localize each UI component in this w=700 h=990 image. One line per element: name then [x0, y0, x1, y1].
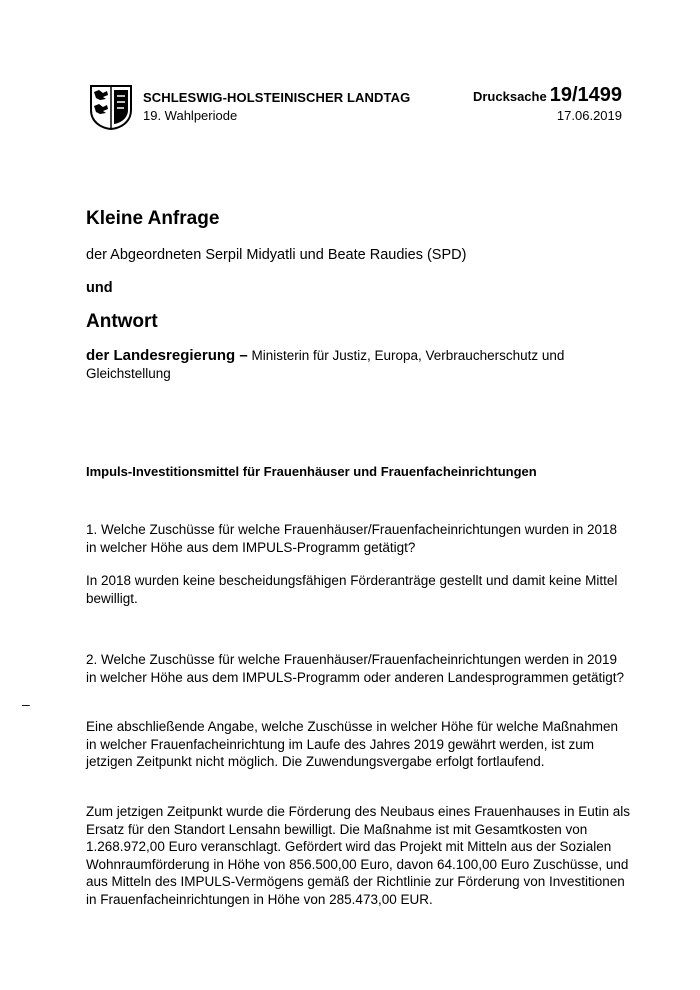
subject-line: Impuls-Investitionsmittel für Frauenhäuser und Frauenfacheinrichtungen	[86, 464, 537, 479]
authors-line: der Abgeordneten Serpil Midyatli und Beate Raudies (SPD)	[86, 247, 467, 263]
government-label: der Landesregierung –	[86, 347, 248, 364]
answer-2-paragraph-1: Eine abschließende Angabe, welche Zuschüsse in welcher Höhe für welche Maßnahmen in welcher Frauenfacheinrichtung im Laufe des Jahres 2019 gewährt werden, ist zum jetzigen Zeitpunkt nicht möglich. Die Zuwendungsvergabe erfolgt fortlaufend.	[86, 719, 619, 769]
question-2: 2. Welche Zuschüsse für welche Frauenhäuser/Frauenfacheinrichtungen werden in 2019 in welcher Höhe aus dem IMPULS-Programm oder anderen Landesprogrammen getätigt?	[86, 652, 625, 685]
question-1: 1. Welche Zuschüsse für welche Frauenhäuser/Frauenfacheinrichtungen wurden in 2018 in welcher Höhe aus dem IMPULS-Programm getätigt?	[86, 522, 618, 555]
conjunction-und: und	[86, 280, 113, 296]
document-number	[473, 84, 622, 107]
election-period: 19. Wahlperiode	[143, 108, 238, 123]
answer-1: In 2018 wurden keine bescheidungsfähigen Förderanträge gestellt und damit keine Mittel bewilligt.	[86, 573, 618, 606]
margin-mark: –	[22, 696, 30, 712]
heading-kleine-anfrage: Kleine Anfrage	[86, 208, 220, 229]
government-line	[86, 347, 626, 383]
answer-2-paragraph-2: Zum jetzigen Zeitpunkt wurde die Förderung des Neubaus eines Frauenhauses in Eutin als Ersatz für den Standort Lensahn bewilligt. Die Maßnahme ist mit Gesamtkosten von 1.268.972,00 Euro veranschlagt. Gefördert wird das Projekt mit Mitteln aus der Sozialen Wohnraumförderung in Höhe von 856.500,00 Euro, davon 64.100,00 Euro Zuschüsse, und aus Mitteln des IMPULS-Vermögens gemäß der Richtlinie zur Förderung von Investitionen in Frauenfacheinrichtungen in Höhe von 285.473,00 EUR.	[86, 804, 631, 907]
document-date: 17.06.2019	[556, 108, 622, 123]
document-number-label: Drucksache	[472, 89, 547, 104]
parliament-name: SCHLESWIG-HOLSTEINISCHER LANDTAG	[143, 90, 411, 105]
ministry-name: Ministerin für Justiz, Europa, Verbraucherschutz und Gleichstellung	[86, 348, 565, 381]
heading-antwort: Antwort	[86, 311, 158, 332]
coat-of-arms-icon	[89, 84, 133, 130]
document-number-value: 19/1499	[549, 84, 622, 106]
